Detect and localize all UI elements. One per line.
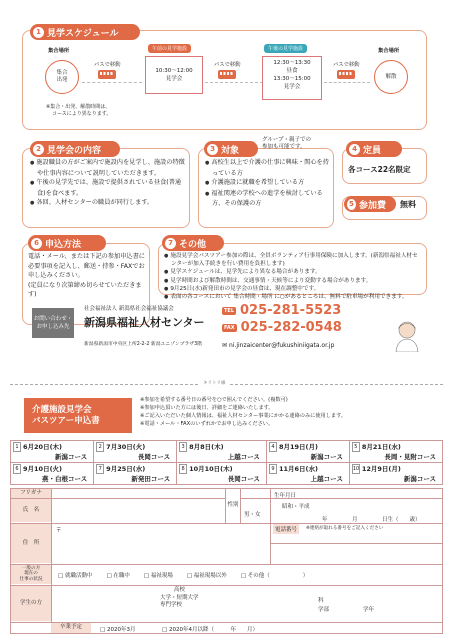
year-label: 年 — [322, 517, 328, 523]
tel-tag: TEL — [224, 307, 235, 314]
schedule-title: 1 見学スケジュール — [30, 24, 140, 40]
address-label: 住 所 — [11, 523, 51, 563]
form-notes: ※参加を希望する番号日の番号を○で囲んでください。(複数可) ※参加申込頂いた方には後日、詳細をご連絡いたします。 ※ご記入いただいた個人情報は、福祉人材センター事業にかかる連絡のみに使用します。 ※電話・メール・FAXのいずれかでお申し込みください。 — [140, 397, 347, 427]
course-option[interactable]: 2 7月30日(火) 長岡コース — [94, 441, 177, 463]
staff-illustration-icon — [392, 318, 422, 352]
meeting-place-right: 集合場所 — [378, 48, 400, 54]
org-address: 新潟県新潟市中央区上所2-2-2 新潟ユニゾンプラザ3階 — [84, 342, 202, 347]
bus-move-3: バスで移動 — [333, 62, 360, 68]
grad-option-2[interactable]: □ 2020年4月以降（ 年 月） — [162, 627, 258, 633]
course-option[interactable]: 7 9月25日(水) 新発田コース — [94, 463, 177, 485]
furigana-label: フリガナ — [11, 489, 51, 498]
fax-number: 025-282-0548 — [240, 320, 342, 335]
school-types[interactable]: 高校 大学・短期大学 専門学校 — [160, 587, 199, 608]
tel-number[interactable]: 025-281-5523 — [240, 303, 342, 318]
fee-title: 5 参加費 — [344, 196, 396, 212]
inquiry-label: お問い合わせ・ お申し込み先 — [32, 308, 74, 338]
course-option[interactable]: 5 8月21日(水) 長岡・見附コース — [349, 441, 442, 463]
bus-move-2: バスで移動 — [214, 62, 241, 68]
bus-icon — [218, 70, 236, 79]
target-list: ● 高校生以上で介護の仕事に興味・関心を持っている方 ● 介護施設に就職を希望している方 ● 福祉関連の学校への進学を検討している方、その保護の方 — [205, 158, 329, 209]
bus-icon — [98, 70, 116, 79]
grade-label: 学年 — [363, 607, 375, 613]
fee-value: 無料 — [400, 200, 416, 209]
era-options[interactable]: 昭和・平成 — [282, 504, 310, 510]
bus-icon — [337, 70, 355, 79]
graduation-label: 卒業予定 — [51, 622, 91, 633]
email-address[interactable]: ni.jinzaicenter@fukushiniigata.or.jp — [228, 342, 335, 349]
name-input[interactable] — [52, 499, 224, 522]
afternoon-box: 12:30～13:30 昼食 13:30～15:00 見学会 — [262, 56, 322, 100]
other-title: 7 その他 — [162, 235, 224, 251]
other-list: ● 施設見学会バスツアー参加の際は、全員ボランティア行事用保険に加入します。(新潟県福祉人材センターが加入手続きを行い費用を負担します) ● 見学スケジュールは、見学先により異なる場合があります。 ● 見学時間および解散時間は、交通事情・天候等により変動する場合があります。 ● 9月25日(水)新発田市の見学会の昼食は、現在調整中です。 ● 表面の各コースにおいて 集合時間・場所 に○があるところは、無料で駐車場が利用できます。 — [164, 252, 422, 301]
end-circle: 解散 — [374, 60, 408, 94]
target-title: 3 対象 — [204, 141, 258, 157]
course-option[interactable]: 10 12月9日(月) 新潟コース — [349, 463, 442, 485]
contents-list: ● 施設職員の方がご案内で施設内を見学し、施設の特徴や仕事内容について説明していただきます。 ● 午後の見学先では、施設で提供されている昼食(普通食)を食べます。 ● 各回、人材センターの職員が同行します。 — [30, 158, 185, 209]
course-table — [10, 440, 443, 485]
day-label: 日生（ 歳） — [382, 517, 421, 523]
org-name: 新潟県福祉人材センター — [84, 316, 205, 329]
course-option[interactable]: 8 10月10日(木) 長岡コース — [177, 463, 267, 485]
contents-title: 2 見学会の内容 — [30, 141, 120, 157]
faculty-label: 学部 — [318, 607, 330, 613]
tel-row — [222, 303, 341, 318]
afternoon-label: 午後の見学施設 — [264, 44, 307, 53]
name-label: 氏 名 — [11, 498, 51, 522]
course-option[interactable]: 6 9月10日(火) 燕・白根コース — [11, 463, 94, 485]
status-label: 一般の方 現在の 仕事の状況 — [11, 564, 51, 584]
grad-option-1[interactable]: □ 2020年3月 — [100, 627, 136, 633]
contact-section — [32, 298, 417, 358]
phone-input-2[interactable] — [272, 545, 440, 563]
form-title: 介護施設見学会 バスツアー申込書 — [24, 398, 132, 433]
capacity-title: 4 定員 — [346, 141, 402, 157]
phone-label: 電話番号 — [273, 524, 299, 534]
phone-input[interactable] — [272, 532, 440, 542]
course-option[interactable]: 1 6月20日(木) 新潟コース — [11, 441, 94, 463]
mail-icon: ✉ — [222, 342, 228, 349]
phone-note: ※連絡が取れる番号をご記入ください — [306, 526, 384, 531]
apply-title: 6 申込方法 — [28, 235, 106, 251]
month-label: 月 — [352, 517, 358, 523]
student-label: 学生の方 — [11, 585, 51, 621]
course-option[interactable]: 4 8月19日(月) 新潟コース — [266, 441, 349, 463]
morning-box: 10:30～12:00 見学会 — [145, 56, 203, 94]
furigana-input[interactable] — [52, 489, 224, 498]
capacity-value: 各コース22名限定 — [348, 165, 411, 174]
cut-label: キリトリ線 — [200, 380, 229, 386]
course-option[interactable]: 9 11月6日(水) 上越コース — [266, 463, 349, 485]
birthdate-label: 生年月日 — [274, 493, 297, 499]
address-input[interactable] — [62, 526, 267, 562]
postal-label: 〒 — [56, 528, 62, 534]
gender-options[interactable]: 男・女 — [244, 512, 261, 518]
fax-tag: FAX — [224, 324, 235, 331]
meeting-place-left: 集合場所 — [48, 48, 70, 54]
org-sub: 社会福祉法人 新潟県社会福祉協議会 — [84, 306, 174, 312]
course-option[interactable]: 3 8月8日(木) 上越コース — [177, 441, 267, 463]
start-circle: 集合 出発 — [45, 60, 79, 94]
apply-text: 電話・メール、または下記の参加申込書に必要事項を記入し、郵送・持参・FAXでお申し込みください。 (定員になり次第締め切らせていただきます) — [28, 253, 145, 298]
section-number: 1 — [33, 27, 44, 38]
morning-label: 午前の見学施設 — [148, 44, 191, 53]
target-subtitle: グループ・親子での 参加も可能です。 — [262, 137, 312, 150]
schedule-note: ※集合・出発、解散時間は、 コースにより異なります。 — [46, 104, 112, 117]
email-row — [222, 342, 334, 349]
status-options[interactable]: □ 就職活動中 □ 在職中 □ 福祉現場 □ 福祉現場以外 □ その他（ ） — [58, 573, 309, 579]
bus-move-1: バスで移動 — [94, 62, 121, 68]
department-label: 科 — [318, 598, 324, 604]
gender-label: 性別 — [226, 489, 240, 522]
fax-row — [222, 320, 342, 335]
